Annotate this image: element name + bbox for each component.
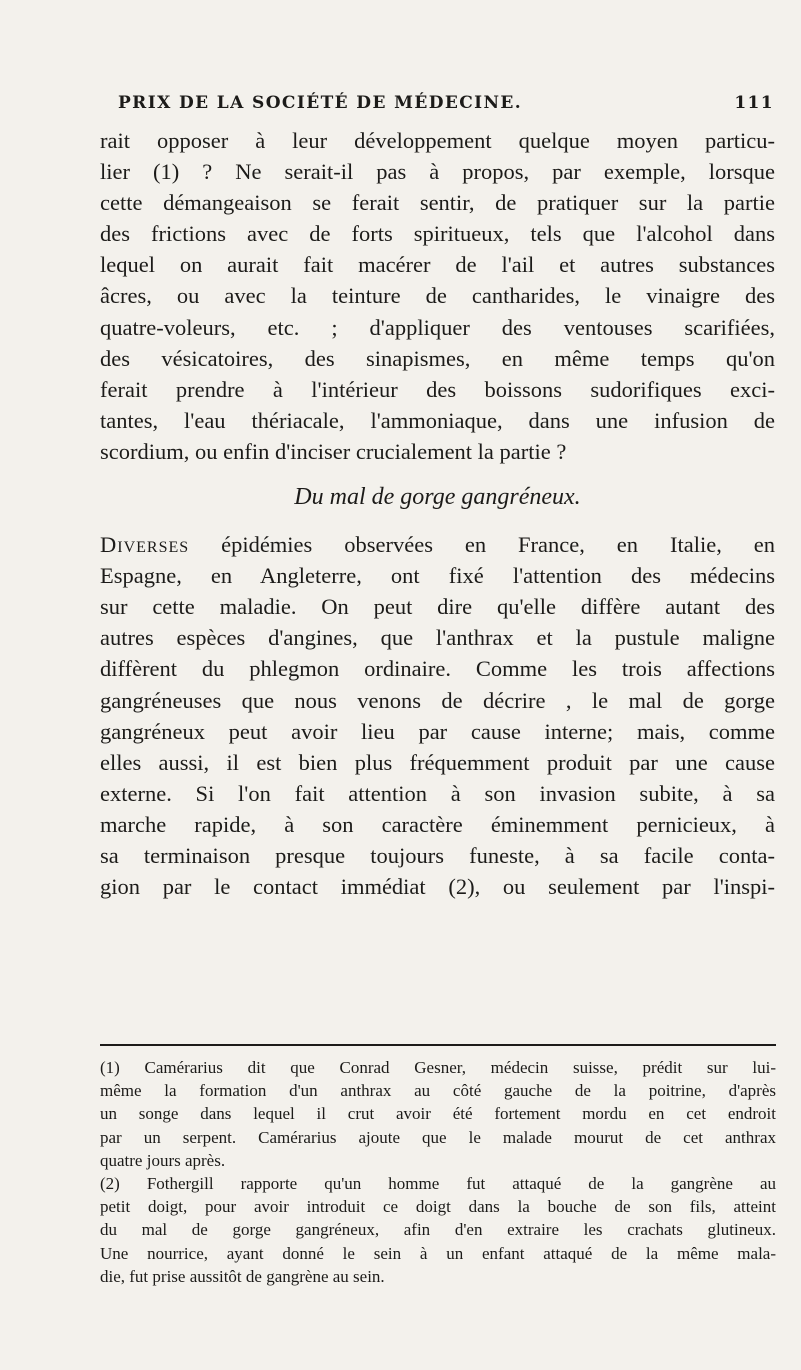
footnote-line: un songe dans lequel il crut avoir été fortement mordu en cet endroit [100, 1104, 776, 1124]
text-line: gangréneuses que nous venons de décrire , le mal de gorge [100, 687, 775, 713]
footnote-line: petit doigt, pour avoir introduit ce doigt dans la bouche de son fils, atteint [100, 1197, 776, 1217]
body-text [100, 125, 775, 902]
footnote-line: par un serpent. Camérarius ajoute que le malade mourut de cet anthrax [100, 1127, 776, 1147]
footnote-line: (2) Fothergill rapporte qu'un homme fut attaqué de la gangrène au [100, 1174, 776, 1194]
text-line: rait opposer à leur développement quelque moyen particu- [100, 128, 775, 153]
text-line: autres espèces d'angines, que l'anthrax et la pustule maligne [100, 625, 775, 651]
text-line: marche rapide, à son caractère éminemment pernicieux, à [100, 811, 775, 837]
text-line: Espagne, en Angleterre, ont fixé l'attention des médecins [100, 563, 775, 589]
text-line: gangréneux peut avoir lieu par cause interne; mais, comme [100, 718, 775, 744]
footnote-separator [100, 1044, 776, 1046]
first-line-rest: épidémies observées en France, en Italie, en [189, 532, 775, 558]
footnote-line: (1) Camérarius dit que Conrad Gesner, médecin suisse, prédit sur lui- [100, 1058, 776, 1077]
footnotes [100, 1056, 776, 1288]
text-line: elles aussi, il est bien plus fréquemment produit par une cause [100, 749, 775, 775]
section-title: Du mal de gorge gangréneux. [294, 484, 581, 511]
footnote-line: quatre jours après. [100, 1150, 226, 1170]
running-header [118, 93, 774, 113]
text-line-first [100, 529, 775, 560]
text-line: sa terminaison presque toujours funeste, à sa facile conta- [100, 842, 775, 868]
text-line: externe. Si l'on fait attention à son invasion subite, à sa [100, 780, 775, 806]
footnote-line: du mal de gorge gangréneux, afin d'en extraire les crachats glutineux. [100, 1220, 776, 1240]
footnote-line: die, fut prise aussitôt de gangrène au sein. [100, 1266, 385, 1286]
text-line: lier (1) ? Ne serait-il pas à propos, par exemple, lorsque [100, 159, 775, 185]
footnote-line: Une nourrice, ayant donné le sein à un enfant attaqué de la même mala- [100, 1243, 776, 1263]
header-title: PRIX DE LA SOCIÉTÉ DE MÉDECINE. [118, 93, 523, 113]
text-line: cette démangeaison se ferait sentir, de pratiquer sur la partie [100, 190, 775, 216]
text-line: âcres, ou avec la teinture de cantharides, le vinaigre des [100, 283, 775, 309]
text-line: des vésicatoires, des sinapismes, en même temps qu'on [100, 345, 775, 371]
text-line: quatre-voleurs, etc. ; d'appliquer des ventouses scarifiées, [100, 314, 775, 340]
text-line: diffèrent du phlegmon ordinaire. Comme les trois affections [100, 656, 775, 682]
text-line: lequel on aurait fait macérer de l'ail et autres substances [100, 252, 775, 278]
text-line: sur cette maladie. On peut dire qu'elle diffère autant des [100, 594, 775, 620]
drop-word: Diverses [100, 532, 190, 558]
text-line: ferait prendre à l'intérieur des boissons sudorifiques exci- [100, 376, 775, 402]
text-line: gion par le contact immédiat (2), ou seulement par l'inspi- [100, 874, 775, 900]
text-line: scordium, ou enfin d'inciser crucialement la partie ? [100, 438, 567, 464]
page-number: 111 [734, 93, 774, 113]
text-line: des frictions avec de forts spiritueux, tels que l'alcohol dans [100, 221, 775, 247]
text-line: tantes, l'eau thériacale, l'ammoniaque, dans une infusion de [100, 407, 775, 433]
footnote-line: même la formation d'un anthrax au côté gauche de la poitrine, d'après [100, 1081, 776, 1101]
